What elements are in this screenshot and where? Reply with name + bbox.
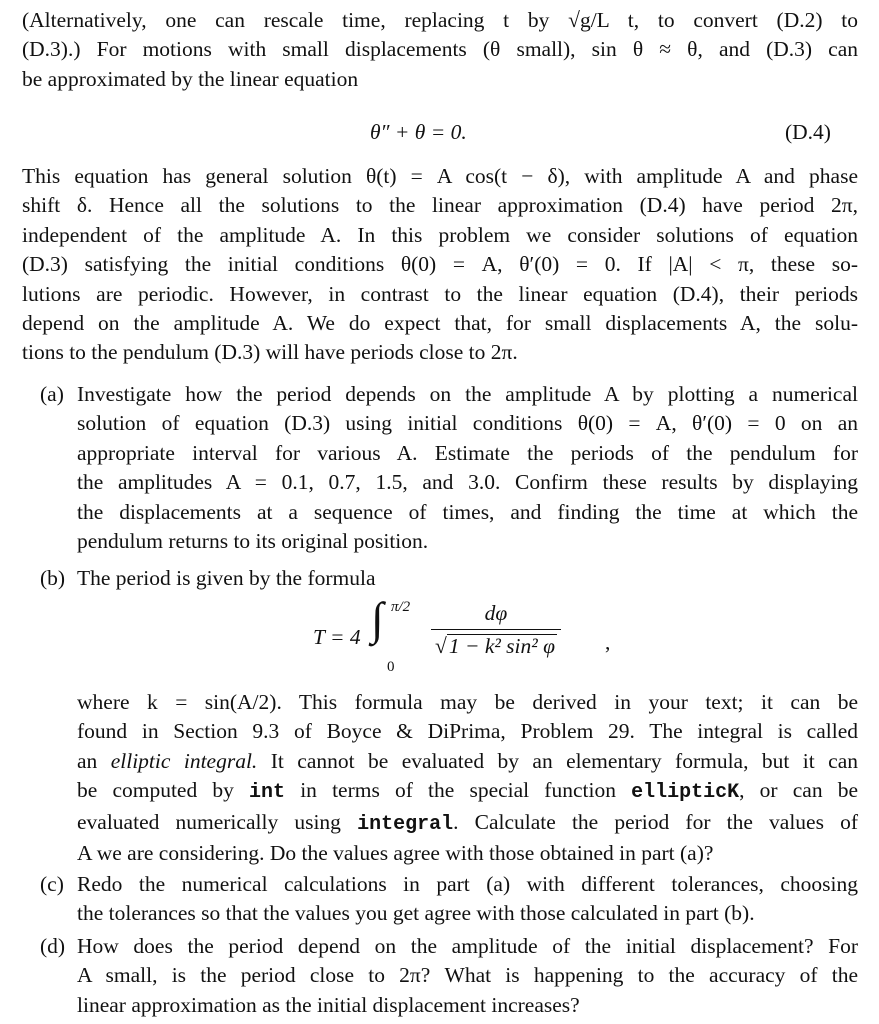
integral-lower-limit: 0 bbox=[387, 659, 395, 675]
item-a-line-4: the amplitudes A = 0.1, 0.7, 1.5, and 3.0. Confirm these results by displaying bbox=[77, 470, 858, 495]
intro-line-3: be approximated by the linear equation bbox=[22, 66, 359, 91]
item-b-line-4-mid: in terms of the special function bbox=[300, 778, 616, 803]
intro-line-1: (Alternatively, one can rescale time, replacing t by √g/L t, to convert (D.2) to bbox=[22, 8, 858, 32]
item-c-text bbox=[77, 870, 858, 929]
formula-lhs: T = 4 bbox=[313, 625, 361, 649]
item-b-intro: The period is given by the formula bbox=[77, 566, 376, 590]
formula-trailing-comma: , bbox=[605, 630, 611, 654]
item-d-line-2: A small, is the period close to 2π? What is happening to the accuracy of the bbox=[77, 963, 858, 988]
item-a-line-3: appropriate interval for various A. Estimate the periods of the pendulum for bbox=[77, 440, 858, 465]
body-paragraph bbox=[22, 162, 858, 368]
item-b-line-3-start: an bbox=[77, 748, 98, 773]
item-d-line-1: How does the period depend on the amplitude of the initial displacement? For bbox=[77, 934, 858, 958]
item-b-line-5-start: evaluated numerically using bbox=[77, 809, 341, 834]
item-b-line-4-start: be computed by bbox=[77, 778, 234, 803]
code-elliptick: ellipticK bbox=[631, 781, 740, 805]
intro-paragraph bbox=[22, 6, 858, 94]
sqrt-sign: √ bbox=[435, 634, 447, 658]
equation-d4: θ″ + θ = 0. bbox=[370, 120, 467, 144]
item-b-line-4-end: , or can be bbox=[739, 778, 859, 803]
item-b-line-5 bbox=[77, 808, 858, 839]
item-b-line-3 bbox=[77, 747, 858, 776]
item-a-line-5: the displacements at a sequence of times, and finding the time at which the bbox=[77, 499, 858, 524]
item-a-line-1: Investigate how the period depends on the amplitude A by plotting a numerical bbox=[77, 382, 858, 406]
formula-fraction bbox=[431, 600, 561, 659]
equation-d4-number: (D.4) bbox=[785, 120, 831, 144]
code-integral: integral bbox=[357, 812, 454, 836]
body-line-2: shift δ. Hence all the solutions to the linear approximation (D.4) have period 2π, bbox=[22, 193, 858, 218]
integral-upper-limit: π/2 bbox=[391, 599, 411, 615]
body-line-7: tions to the pendulum (D.3) will have periods close to 2π. bbox=[22, 340, 518, 365]
item-b-line-2: found in Section 9.3 of Boyce & DiPrima, Problem 29. The integral is called bbox=[77, 719, 858, 744]
formula-denominator bbox=[431, 630, 561, 659]
intro-line-2: (D.3).) For motions with small displacements (θ small), sin θ ≈ θ, and (D.3) can bbox=[22, 37, 858, 62]
item-d-text bbox=[77, 932, 858, 1020]
item-a-line-6: pendulum returns to its original position. bbox=[77, 529, 429, 554]
item-a-text bbox=[77, 380, 858, 556]
item-c-line-2: the tolerances so that the values you get agree with those calculated in part (b). bbox=[77, 901, 755, 926]
item-c-label: (c) bbox=[40, 872, 64, 896]
elliptic-integral-term: elliptic integral. bbox=[110, 748, 258, 773]
body-line-1: This equation has general solution θ(t) = A cos(t − δ), with amplitude A and phase bbox=[22, 164, 858, 188]
body-line-4: (D.3) satisfying the initial conditions θ(0) = A, θ′(0) = 0. If |A| < π, these so- bbox=[22, 252, 858, 277]
item-d-label: (d) bbox=[40, 934, 66, 958]
body-line-3: independent of the amplitude A. In this problem we consider solutions of equation bbox=[22, 222, 858, 247]
item-b-line-6: A we are considering. Do the values agree with those obtained in part (a)? bbox=[77, 841, 714, 866]
formula-radicand: 1 − k² sin² φ bbox=[448, 634, 555, 658]
body-line-6: depend on the amplitude A. We do expect that, for small displacements A, the solu- bbox=[22, 311, 858, 336]
item-b-line-3-end: It cannot be evaluated by an elementary formula, but it can bbox=[270, 748, 858, 773]
item-a-label: (a) bbox=[40, 382, 64, 406]
item-b-label: (b) bbox=[40, 566, 66, 590]
item-b-text bbox=[77, 688, 858, 868]
formula-numerator: dφ bbox=[431, 600, 561, 630]
item-a-line-2: solution of equation (D.3) using initial conditions θ(0) = A, θ′(0) = 0 on an bbox=[77, 411, 858, 436]
integral-sign: ∫ bbox=[371, 593, 384, 644]
item-b-line-1: where k = sin(A/2). This formula may be derived in your text; it can be bbox=[77, 690, 858, 714]
code-int: int bbox=[249, 781, 286, 805]
item-c-line-1: Redo the numerical calculations in part (a) with different tolerances, choosing bbox=[77, 872, 858, 896]
item-b-line-5-end: . Calculate the period for the values of bbox=[453, 809, 859, 834]
item-b-line-4 bbox=[77, 776, 858, 807]
body-line-5: lutions are periodic. However, in contrast to the linear equation (D.4), their periods bbox=[22, 281, 858, 306]
item-d-line-3: linear approximation as the initial displacement increases? bbox=[77, 992, 580, 1017]
